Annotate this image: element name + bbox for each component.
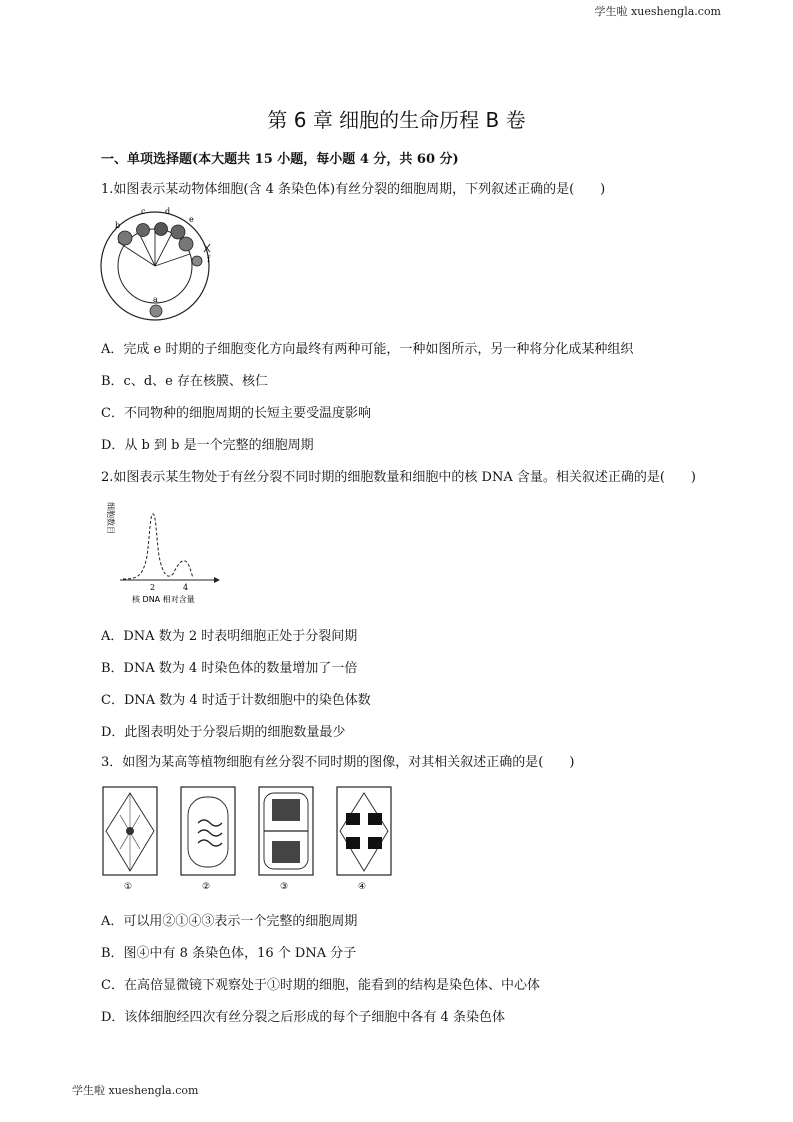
q1-label-b: b [115,221,121,230]
q3-label-2: ② [202,882,211,892]
q1-option-b[interactable]: B．c、d、e 存在核膜、核仁 [101,374,268,389]
q1-label-a: a [153,295,158,304]
q2-stem: 2.如图表示某生物处于有丝分裂不同时期的细胞数量和细胞中的核 DNA 含量。相关叙述正确的是( ) [101,470,696,485]
footer-brand[interactable]: 学生啦 xueshengla.com [72,1084,199,1097]
q1-option-d[interactable]: D．从 b 到 b 是一个完整的细胞周期 [101,438,314,453]
q3-option-b[interactable]: B．图④中有 8 条染色体，16 个 DNA 分子 [101,946,357,961]
q2-xlabel: 核 DNA 相对含量 [132,595,195,604]
q3-stem: 3．如图为某高等植物细胞有丝分裂不同时期的图像，对其相关叙述正确的是( ) [101,755,575,770]
q1-option-c[interactable]: C．不同物种的细胞周期的长短主要受温度影响 [101,406,371,421]
q2-ylabel: 细胞数目 [106,502,115,534]
q2-option-a[interactable]: A．DNA 数为 2 时表明细胞正处于分裂间期 [101,629,358,644]
q1-label-d: d [165,207,171,216]
q2-dna-histogram [98,494,223,608]
section-heading: 一、单项选择题(本大题共 15 小题，每小题 4 分，共 60 分) [101,152,459,167]
q2-tick-4: 4 [183,583,189,592]
q1-label-c: c [141,207,146,216]
q2-option-b[interactable]: B．DNA 数为 4 时染色体的数量增加了一倍 [101,661,358,676]
header-brand[interactable]: 学生啦 xueshengla.com [594,5,721,18]
q2-option-c[interactable]: C．DNA 数为 4 时适于计数细胞中的染色体数 [101,693,371,708]
q3-label-1: ① [124,882,133,892]
q1-stem: 1.如图表示某动物体细胞(含 4 条染色体)有丝分裂的细胞周期，下列叙述正确的是( ) [101,182,606,197]
q3-option-c[interactable]: C．在高倍显微镜下观察处于①时期的细胞，能看到的结构是染色体、中心体 [101,978,540,993]
q3-label-4: ④ [358,882,367,892]
q2-option-d[interactable]: D．此图表明处于分裂后期的细胞数量最少 [101,725,346,740]
q3-option-d[interactable]: D．该体细胞经四次有丝分裂之后形成的每个子细胞中各有 4 条染色体 [101,1010,505,1025]
q3-option-a[interactable]: A．可以用②①④③表示一个完整的细胞周期 [101,914,358,929]
q1-option-a[interactable]: A．完成 e 时期的子细胞变化方向最终有两种可能，一种如图所示，另一种将分化成某种组织 [101,342,634,357]
q2-tick-2: 2 [150,583,156,592]
q1-cell-cycle-figure [98,204,213,329]
q3-mitosis-figures [100,785,395,893]
q3-label-3: ③ [280,882,289,892]
page-title: 第 6 章 细胞的生命历程 B 卷 [267,108,526,132]
q1-label-f: f [207,255,210,264]
q1-label-e: e [189,215,194,224]
